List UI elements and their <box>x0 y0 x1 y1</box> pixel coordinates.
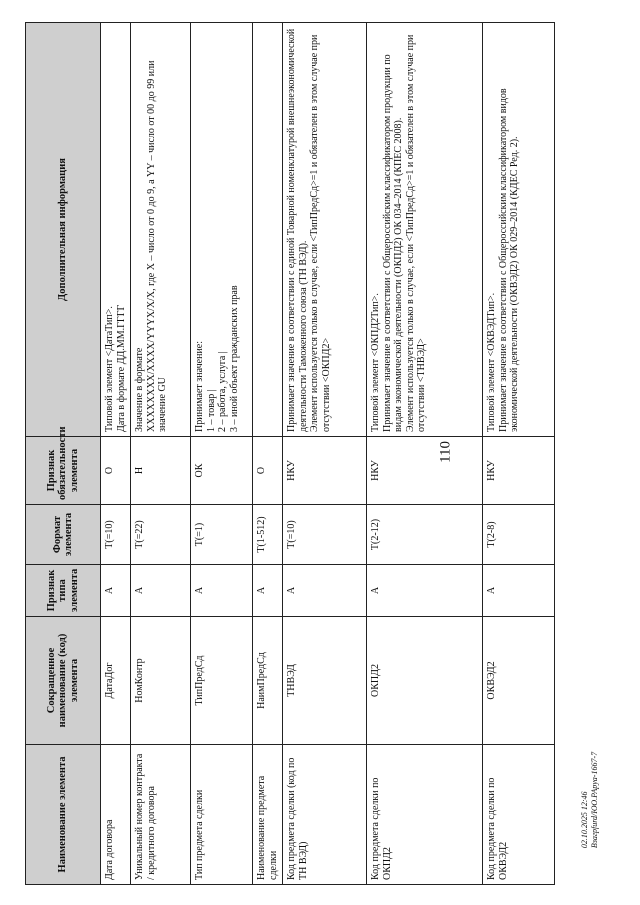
cell-code: ОКПД2 <box>367 617 483 745</box>
cell-info <box>483 23 555 437</box>
cell-required: НКУ <box>367 437 483 505</box>
info-line: Типовой элемент <ДатаТип>. <box>104 306 115 432</box>
cell-info <box>101 23 131 437</box>
cell-info <box>253 23 283 437</box>
footer-stamp <box>580 752 600 848</box>
info-line: Принимает значение в соответствии с единой Товарной номенклатурой внешнеэкономической деятельности Таможенного союза (ТН ВЭД). <box>286 28 309 432</box>
cell-name: Дата договора <box>101 745 131 885</box>
cell-type: А <box>483 565 555 617</box>
cell-type: А <box>131 565 191 617</box>
cell-format: T(2-12) <box>367 505 483 565</box>
cell-info <box>191 23 253 437</box>
cell-code: НаимПредСд <box>253 617 283 745</box>
elements-table <box>25 22 555 885</box>
table-row <box>483 23 555 885</box>
header-element-type: Признак типа элемента <box>26 565 101 617</box>
info-line: Принимает значение в соответствии с Общероссийским классификатором продукции по видам экономической деятельности (ОКПД2) ОК 034–2014 (КПЕС 2008). <box>381 54 404 432</box>
cell-format: T(1-512) <box>253 505 283 565</box>
cell-format: T(2-8) <box>483 505 555 565</box>
cell-type: А <box>283 565 367 617</box>
info-line: 1 – товар | <box>205 389 217 432</box>
cell-required: НКУ <box>283 437 367 505</box>
table-row <box>191 23 253 885</box>
info-line: Элемент используется только в случае, если <ТипПредСд>=1 и обязателен в этом случае при отсутствии <ОКПД2> <box>309 34 332 432</box>
info-line: XXXXXXXX/XXXX/YYYX/X/X, где X – число от 0 до 9, а YY – число от 00 до 99 или значение GU <box>145 60 168 432</box>
table-row <box>131 23 191 885</box>
info-line: Принимает значение: <box>194 340 205 432</box>
cell-name: Код предмета сделки по ОКВЭД2 <box>483 745 555 885</box>
info-line: Дата в формате ДД.ММ.ГГГГ <box>115 304 127 432</box>
table-row <box>101 23 131 885</box>
cell-info <box>131 23 191 437</box>
cell-name: Уникальный номер контракта / кредитного договора <box>131 745 191 885</box>
cell-format: T(=1) <box>191 505 253 565</box>
header-element-name: Наименование элемента <box>26 745 101 885</box>
cell-code: ТипПредСд <box>191 617 253 745</box>
cell-name: Наименование предмета сделки <box>253 745 283 885</box>
cell-required: Н <box>131 437 191 505</box>
info-line: Значение в формате <box>134 347 145 432</box>
cell-code: ОКВЭД2 <box>483 617 555 745</box>
cell-type: А <box>367 565 483 617</box>
rotated-table-container <box>25 23 530 885</box>
cell-format: T(=10) <box>101 505 131 565</box>
table-row <box>367 23 483 885</box>
cell-name: Код предмета сделки по ОКПД2 <box>367 745 483 885</box>
cell-type: А <box>191 565 253 617</box>
cell-required: НКУ <box>483 437 555 505</box>
header-element-code: Сокращенное наименование (код) элемента <box>26 617 101 745</box>
info-line: Элемент используется только в случае, если <ТипПредСд>=1 и обязателен в этом случае при отсутствии <ТНВЭД> <box>404 34 427 432</box>
header-element-required: Признак обязательности элемента <box>26 437 101 505</box>
cell-format: T(=22) <box>131 505 191 565</box>
info-line: Типовой элемент <ОКВЭДТип>. <box>486 292 497 432</box>
cell-required: ОК <box>191 437 253 505</box>
table-row <box>253 23 283 885</box>
info-line: 3 – иной объект гражданских прав <box>228 285 240 432</box>
cell-name: Код предмета сделки (код по ТН ВЭД) <box>283 745 367 885</box>
cell-info <box>283 23 367 437</box>
page-number: 110 <box>437 441 454 463</box>
cell-code: НомКонтр <box>131 617 191 745</box>
cell-code: ДатаДог <box>101 617 131 745</box>
header-additional-info: Дополнительная информация <box>26 23 101 437</box>
info-line: Типовой элемент <ОКПД2Тип>. <box>370 293 381 432</box>
info-line: Принимает значение в соответствии с Общероссийским классификатором видов экономической деятельности (ОКВЭД2) ОК 029–2014 (КДЕС Ред. 2). <box>497 88 520 432</box>
cell-format: T(=10) <box>283 505 367 565</box>
table-header-row <box>26 23 101 885</box>
cell-code: ТНВЭД <box>283 617 367 745</box>
cell-required: О <box>101 437 131 505</box>
cell-type: А <box>253 565 283 617</box>
info-line: 2 – работа, услуга | <box>217 351 228 432</box>
cell-name: Тип предмета сделки <box>191 745 253 885</box>
cell-info <box>367 23 483 437</box>
table-row <box>283 23 367 885</box>
footer-timestamp: 02.10.2025 12:46 <box>580 791 589 849</box>
cell-required: О <box>253 437 283 505</box>
cell-type: А <box>101 565 131 617</box>
header-element-format: Формат элемента <box>26 505 101 565</box>
footer-code: Взагрfurd/ЮО.РАpуа-1667-7 <box>590 751 599 849</box>
